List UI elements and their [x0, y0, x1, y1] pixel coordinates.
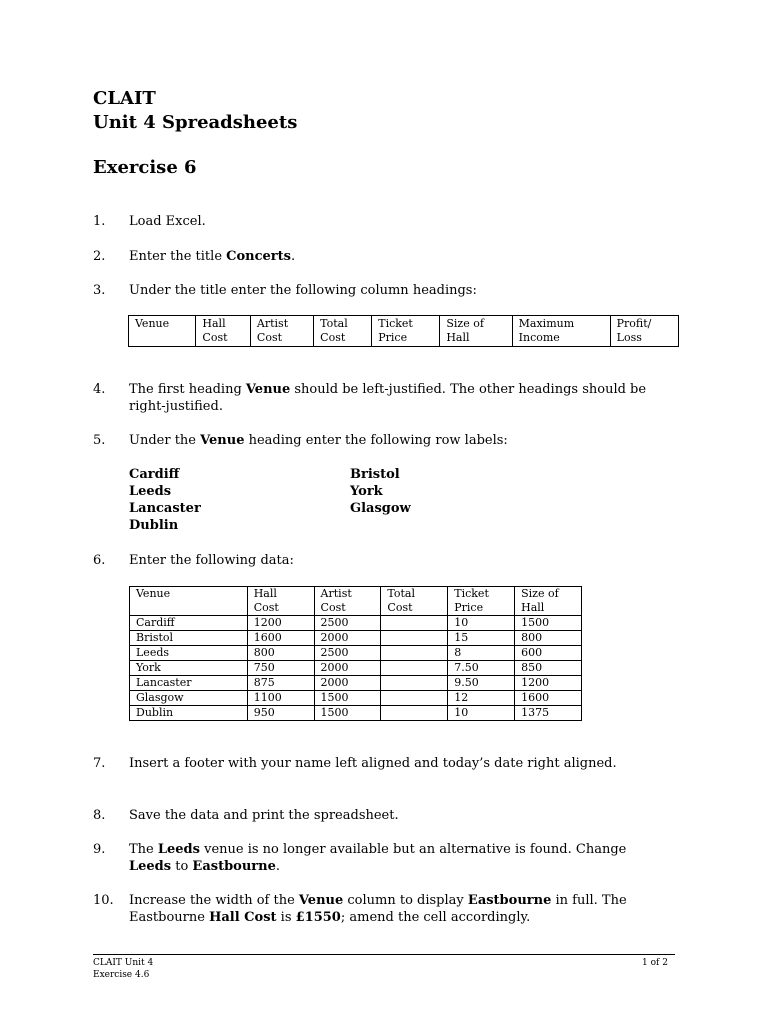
footer-page-number: 1 of 2 [642, 958, 668, 968]
step-number: 10. [93, 893, 114, 908]
table-cell: 600 [515, 646, 582, 661]
row-label: Bristol [350, 467, 400, 482]
table-row [130, 631, 582, 646]
header-cell: Venue [130, 587, 248, 616]
table-cell: Leeds [130, 646, 248, 661]
column-headings-table [128, 315, 679, 347]
step-number: 4. [93, 382, 106, 397]
heading-cell: Venue [129, 316, 196, 347]
data-table [129, 586, 582, 721]
footer-left [93, 957, 153, 981]
table-row [130, 706, 582, 721]
table-cell: 1500 [515, 616, 582, 631]
table-cell: 9.50 [448, 676, 515, 691]
step-number: 2. [93, 249, 106, 264]
step-text: The Leeds venue is no longer available but an alternative is found. Change Leeds to Eastbourne. [129, 842, 627, 874]
table-cell: 1200 [247, 616, 314, 631]
row-labels-left [129, 466, 201, 534]
table-row [130, 676, 582, 691]
table-cell: 2000 [314, 631, 381, 646]
table-cell [381, 616, 448, 631]
table-cell: 800 [247, 646, 314, 661]
step-text: Enter the title Concerts. [129, 249, 296, 264]
table-cell: 2500 [314, 616, 381, 631]
table-cell: 10 [448, 616, 515, 631]
heading-cell: Maximum Income [512, 316, 610, 347]
step-number: 3. [93, 283, 106, 298]
row-label: Glasgow [350, 501, 411, 516]
table-cell: 7.50 [448, 661, 515, 676]
step-text: Load Excel. [129, 214, 206, 229]
header-cell: Size of Hall [515, 587, 582, 616]
heading-cell: Size of Hall [440, 316, 512, 347]
heading-cell: Total Cost [314, 316, 372, 347]
footer-unit: CLAIT Unit 4 [93, 958, 154, 968]
table-header-row [130, 587, 582, 616]
table-cell [381, 646, 448, 661]
table-cell [381, 706, 448, 721]
table-row [130, 616, 582, 631]
step-number: 1. [93, 214, 106, 229]
header-cell: Total Cost [381, 587, 448, 616]
row-label: Lancaster [129, 501, 201, 516]
table-cell: 1600 [247, 631, 314, 646]
step-text: Under the title enter the following column headings: [129, 283, 477, 298]
table-cell: 1200 [515, 676, 582, 691]
table-cell: 800 [515, 631, 582, 646]
row-labels-right [350, 466, 411, 517]
table-cell: 1375 [515, 706, 582, 721]
table-cell: 12 [448, 691, 515, 706]
table-row [130, 646, 582, 661]
exercise-title: Exercise 6 [93, 157, 197, 178]
heading-cell: Artist Cost [250, 316, 313, 347]
table-cell: 1500 [314, 706, 381, 721]
step-number: 5. [93, 433, 106, 448]
table-cell [381, 676, 448, 691]
step-number: 6. [93, 553, 106, 568]
table-cell: 850 [515, 661, 582, 676]
heading-cell: Ticket Price [372, 316, 440, 347]
heading-cell: Hall Cost [196, 316, 251, 347]
header-cell: Artist Cost [314, 587, 381, 616]
table-cell: 2500 [314, 646, 381, 661]
table-cell: Dublin [130, 706, 248, 721]
step-text: Enter the following data: [129, 553, 294, 568]
table-cell: Glasgow [130, 691, 248, 706]
row-label: Cardiff [129, 467, 180, 482]
table-cell: 2000 [314, 676, 381, 691]
row-label: Leeds [129, 484, 172, 499]
step-text: Insert a footer with your name left aligned and today’s date right aligned. [129, 756, 617, 771]
table-cell: 2000 [314, 661, 381, 676]
table-cell: Lancaster [130, 676, 248, 691]
doc-title: CLAIT [93, 88, 156, 109]
table-cell: York [130, 661, 248, 676]
table-row [130, 691, 582, 706]
step-text: The first heading Venue should be left-justified. The other headings should be right-justified. [129, 382, 647, 414]
heading-cell: Profit/ Loss [610, 316, 678, 347]
table-cell [381, 661, 448, 676]
table-cell: 1500 [314, 691, 381, 706]
table-cell [381, 631, 448, 646]
table-cell: Cardiff [130, 616, 248, 631]
footer-divider [93, 954, 675, 955]
table-cell [381, 691, 448, 706]
row-label: Dublin [129, 518, 179, 533]
header-cell: Hall Cost [247, 587, 314, 616]
table-cell: 1600 [515, 691, 582, 706]
footer-exercise: Exercise 4.6 [93, 970, 150, 980]
step-number: 8. [93, 808, 106, 823]
step-text: Under the Venue heading enter the following row labels: [129, 433, 508, 448]
table-cell: 1100 [247, 691, 314, 706]
table-cell: 950 [247, 706, 314, 721]
step-text: Save the data and print the spreadsheet. [129, 808, 399, 823]
step-number: 9. [93, 842, 106, 857]
table-row [130, 661, 582, 676]
table-cell: 10 [448, 706, 515, 721]
table-cell: 8 [448, 646, 515, 661]
header-cell: Ticket Price [448, 587, 515, 616]
table-cell: Bristol [130, 631, 248, 646]
doc-subtitle: Unit 4 Spreadsheets [93, 112, 298, 133]
step-text: Increase the width of the Venue column to display Eastbourne in full. The Eastbourne Hall Cost is £1550; amend the cell accordingly. [129, 893, 627, 925]
table-cell: 875 [247, 676, 314, 691]
step-number: 7. [93, 756, 106, 771]
table-cell: 750 [247, 661, 314, 676]
table-cell: 15 [448, 631, 515, 646]
row-label: York [350, 484, 383, 499]
